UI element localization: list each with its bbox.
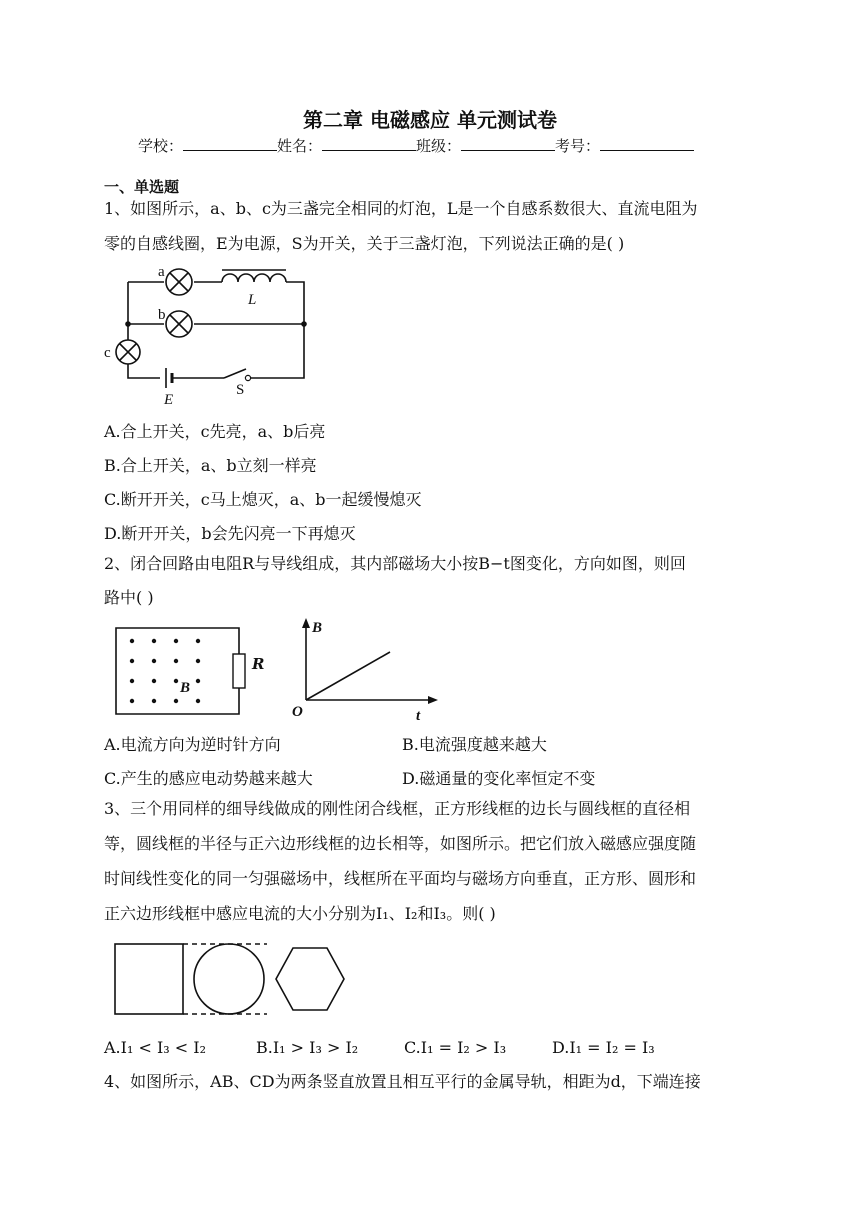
class-label: 班级： [416,137,462,155]
class-blank[interactable] [461,136,555,151]
q3-stem-line2: 等，圆线框的半径与正六边形线框的边长相等，如图所示。把它们放入磁感应强度随 [104,834,697,853]
q2-option-c[interactable]: C.产生的感应电动势越来越大 [104,769,313,788]
label-resistor-R: R [252,655,265,673]
q3-stem-line3: 时间线性变化的同一匀强磁场中，线框所在平面均与磁场方向垂直，正方形、圆形和 [104,869,697,888]
q3-option-d[interactable]: D.I₁ = I₂ = I₃ [552,1038,655,1057]
label-c: c [104,345,111,361]
number-blank[interactable] [600,136,694,151]
q3-option-c[interactable]: C.I₁ = I₂ > I₃ [404,1038,507,1057]
label-b: b [158,307,166,323]
q3-stem-line4: 正六边形线框中感应电流的大小分别为I₁、I₂和I₃。则( ) [104,904,496,923]
student-info-line [138,135,694,156]
number-label: 考号： [555,137,601,155]
q1-option-d[interactable]: D.断开开关，b会先闪亮一下再熄灭 [104,524,356,543]
q1-circuit-diagram [100,262,315,410]
q2-stem-line1: 2、闭合回路由电阻R与导线组成，其内部磁场大小按B−t图变化，方向如图，则回 [104,554,686,573]
q3-stem-line1: 3、三个用同样的细导线做成的刚性闭合线框，正方形线框的边长与圆线框的直径相 [104,799,691,818]
q1-option-c[interactable]: C.断开开关，c马上熄灭，a、b一起缓慢熄灭 [104,490,422,509]
q2-field-loop-diagram [114,624,254,718]
label-S: S [236,382,245,398]
q1-option-a[interactable]: A.合上开关，c先亮，a、b后亮 [104,422,326,441]
page-title: 第二章 电磁感应 单元测试卷 [303,108,557,132]
label-E: E [164,392,174,408]
q1-stem-line2: 零的自感线圈，E为电源，S为开关，关于三盏灯泡，下列说法正确的是( ) [104,234,625,253]
school-label: 学校： [138,137,184,155]
label-L: L [248,292,257,308]
q1-option-b[interactable]: B.合上开关，a、b立刻一样亮 [104,456,317,475]
label-field-B: B [180,680,191,696]
q3-option-b[interactable]: B.I₁ > I₃ > I₂ [256,1038,359,1057]
section-heading: 一、单选题 [104,178,180,196]
label-a: a [158,264,165,280]
q3-option-a[interactable]: A.I₁ < I₃ < I₂ [104,1038,206,1057]
q2-stem-line2: 路中( ) [104,588,154,607]
q3-loops-diagram [110,940,350,1020]
q2-option-a[interactable]: A.电流方向为逆时针方向 [104,735,281,754]
name-label: 姓名： [277,137,323,155]
school-blank[interactable] [183,136,277,151]
graph-axis-x: t [416,708,421,724]
name-blank[interactable] [322,136,416,151]
q1-stem-line1: 1、如图所示，a、b、c为三盏完全相同的灯泡，L是一个自感系数很大、直流电阻为 [104,199,698,218]
q2-option-d[interactable]: D.磁通量的变化率恒定不变 [402,769,596,788]
graph-axis-y: B [312,620,323,636]
q2-option-b[interactable]: B.电流强度越来越大 [402,735,547,754]
q4-stem-line1: 4、如图所示，AB、CD为两条竖直放置且相互平行的金属导轨，相距为d，下端连接 [104,1072,701,1091]
graph-origin: O [292,704,303,720]
q2-b-t-graph [290,616,440,724]
